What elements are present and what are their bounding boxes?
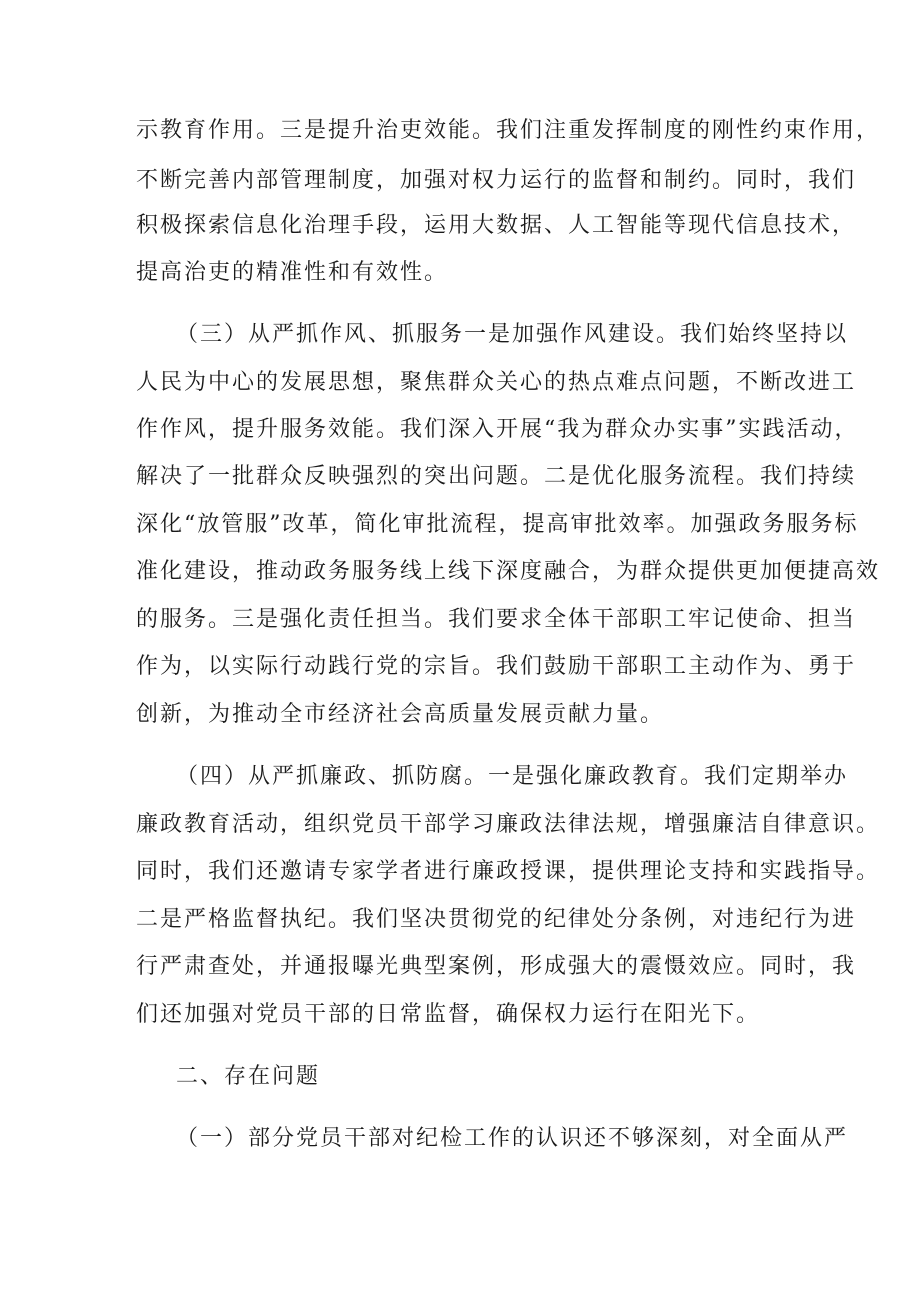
paragraph-heading-1: （一）部分党员干部对纪检工作的认识还不够深刻，对全面从严 xyxy=(176,1126,849,1151)
text-line: 作作风，提升服务效能。我们深入开展“我为群众办实事”实践活动， xyxy=(136,417,859,442)
text-line: 示教育作用。三是提升治吏效能。我们注重发挥制度的刚性约束作用， xyxy=(136,118,881,143)
text-line: 人民为中心的发展思想，聚焦群众关心的热点难点问题，不断改进工 xyxy=(136,370,857,395)
text-line: 创新，为推动全市经济社会高质量发展贡献力量。 xyxy=(136,702,665,727)
text-line: 行严肃查处，并通报曝光典型案例，形成强大的震慑效应。同时，我 xyxy=(136,954,857,979)
text-line: 提高治吏的精准性和有效性。 xyxy=(136,260,449,285)
text-line: 作为，以实际行动践行党的宗旨。我们鼓励干部职工主动作为、勇于 xyxy=(136,654,857,679)
text-line: 积极探索信息化治理手段，运用大数据、人工智能等现代信息技术， xyxy=(136,213,857,238)
text-line: 解决了一批群众反映强烈的突出问题。二是优化服务流程。我们持续 xyxy=(136,464,857,489)
text-line: 不断完善内部管理制度，加强对权力运行的监督和制约。同时，我们 xyxy=(136,168,857,193)
text-line: 二是严格监督执纪。我们坚决贯彻党的纪律处分条例，对违纪行为进 xyxy=(136,907,857,932)
text-line: 准化建设，推动政务服务线上线下深度融合，为群众提供更加便捷高效 xyxy=(136,559,881,584)
text-line: 深化“放管服”改革，简化审批流程，提高审批效率。加强政务服务标 xyxy=(136,512,859,537)
paragraph-heading-3: （三）从严抓作风、抓服务一是加强作风建设。我们始终坚持以 xyxy=(176,322,849,347)
paragraph-heading-4: （四）从严抓廉政、抓防腐。一是强化廉政教育。我们定期举办 xyxy=(176,764,849,789)
section-heading: 二、存在问题 xyxy=(176,1064,321,1089)
text-line: 们还加强对党员干部的日常监督，确保权力运行在阳光下。 xyxy=(136,1002,761,1027)
text-line: 同时，我们还邀请专家学者进行廉政授课，提供理论支持和实践指导。 xyxy=(136,859,881,884)
text-line: 廉政教育活动，组织党员干部学习廉政法律法规，增强廉洁自律意识。 xyxy=(136,812,881,837)
text-line: 的服务。三是强化责任担当。我们要求全体干部职工牢记使命、担当 xyxy=(136,607,857,632)
